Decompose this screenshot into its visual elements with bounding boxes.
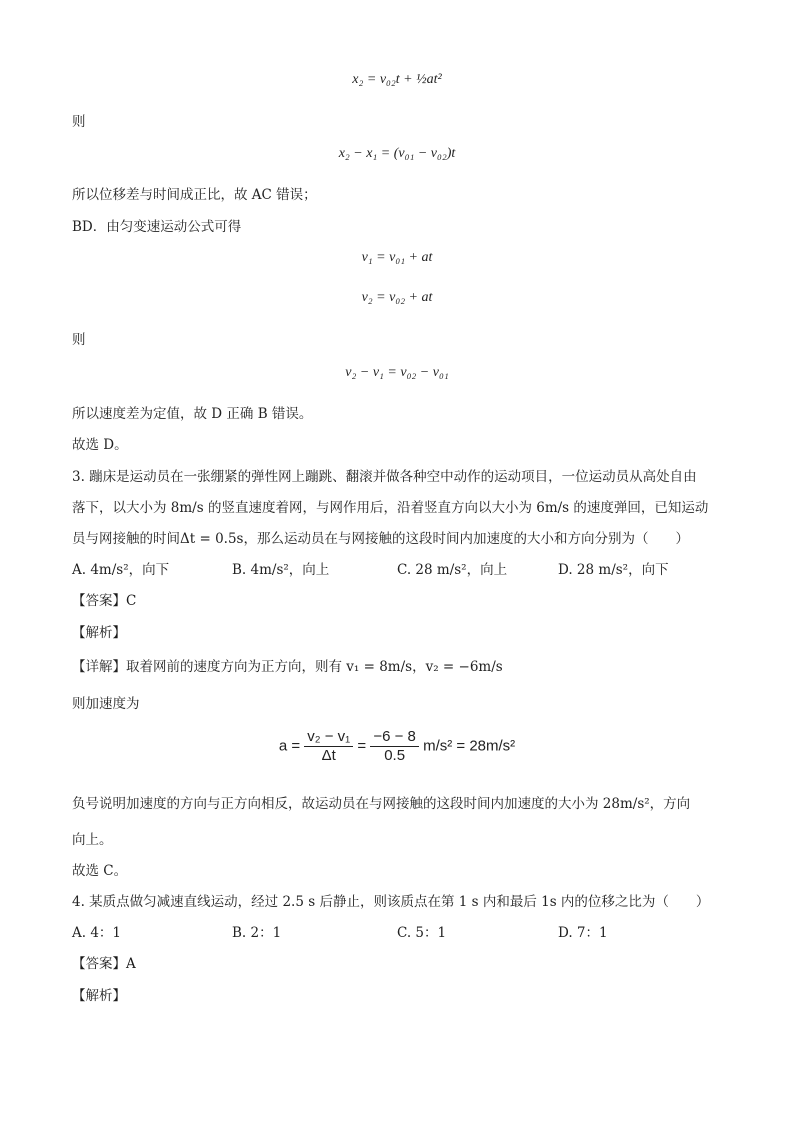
q3-option-a: A. 4m/s²，向下	[72, 562, 170, 578]
q4-answer: 【答案】A	[72, 956, 136, 972]
question-3-line-1: 3. 蹦床是运动员在一张绷紧的弹性网上蹦跳、翻滚并做各种空中动作的运动项目，一位运动员从高处自由	[72, 469, 697, 485]
conclusion-ac: 所以位移差与时间成正比，故 AC 错误；	[72, 187, 317, 203]
q4-option-b: B. 2：1	[232, 925, 282, 941]
text-ze-2: 则	[72, 332, 86, 348]
q4-option-d: D. 7：1	[558, 925, 608, 941]
equation-x-difference: x₂ − x₁ = (v₀₁ − v₀₂)t	[338, 146, 456, 161]
accel-denominator-2: 0.5	[370, 746, 419, 765]
accel-rhs: m/s² = 28m/s²	[423, 737, 516, 755]
q4-option-c: C. 5：1	[397, 925, 447, 941]
accel-numerator-2: −6 − 8	[373, 728, 416, 745]
q3-analysis: 【解析】	[72, 625, 126, 641]
question-3-line-2: 落下，以大小为 8m/s 的竖直速度着网，与网作用后，沿着竖直方向以大小为 6m/s 的速度弹回，已知运动	[72, 500, 709, 516]
accel-fraction-2	[370, 728, 419, 765]
q4-analysis: 【解析】	[72, 988, 126, 1004]
accel-fraction-1	[304, 728, 353, 765]
equation-v1: v₁ = v₀₁ + at	[361, 250, 433, 265]
q3-option-c: C. 28 m/s²，向上	[397, 562, 508, 578]
q3-detail: 【详解】取着网前的速度方向为正方向，则有 v₁ = 8m/s，v₂ = −6m/s	[72, 659, 503, 675]
q4-option-a: A. 4：1	[72, 925, 122, 941]
accel-denominator-1: Δt	[304, 746, 353, 765]
accel-equals: =	[357, 737, 367, 755]
q3-option-b: B. 4m/s²，向上	[232, 562, 330, 578]
question-3-line-3: 员与网接触的时间Δt = 0.5s，那么运动员在与网接触的这段时间内加速度的大小和方向分别为（ ）	[72, 531, 689, 547]
accel-lhs: a =	[278, 737, 301, 755]
q3-explain-line-2: 向上。	[72, 832, 113, 848]
equation-v-difference: v₂ − v₁ = v₀₂ − v₀₁	[345, 365, 449, 380]
conclusion-bd: 所以速度差为定值，故 D 正确 B 错误。	[72, 406, 313, 422]
bd-intro: BD．由匀变速运动公式可得	[72, 219, 242, 235]
select-d: 故选 D。	[72, 437, 128, 453]
q3-select: 故选 C。	[72, 863, 128, 879]
equation-v2: v₂ = v₀₂ + at	[361, 290, 433, 305]
q3-accel-intro: 则加速度为	[72, 696, 140, 712]
accel-numerator-1: v₂ − v₁	[307, 728, 351, 745]
question-4-stem: 4. 某质点做匀减速直线运动，经过 2.5 s 后静止，则该质点在第 1 s 内和最后 1s 内的位移之比为（ ）	[72, 894, 710, 910]
q3-accel-equation	[0, 728, 794, 765]
q3-option-d: D. 28 m/s²，向下	[558, 562, 669, 578]
equation-x2: x₂ = v₀₂t + ½at²	[352, 72, 442, 87]
text-ze-1: 则	[72, 114, 86, 130]
q3-answer: 【答案】C	[72, 593, 137, 609]
q3-explain-line-1: 负号说明加速度的方向与正方向相反，故运动员在与网接触的这段时间内加速度的大小为 28m/s²，方向	[72, 796, 691, 812]
